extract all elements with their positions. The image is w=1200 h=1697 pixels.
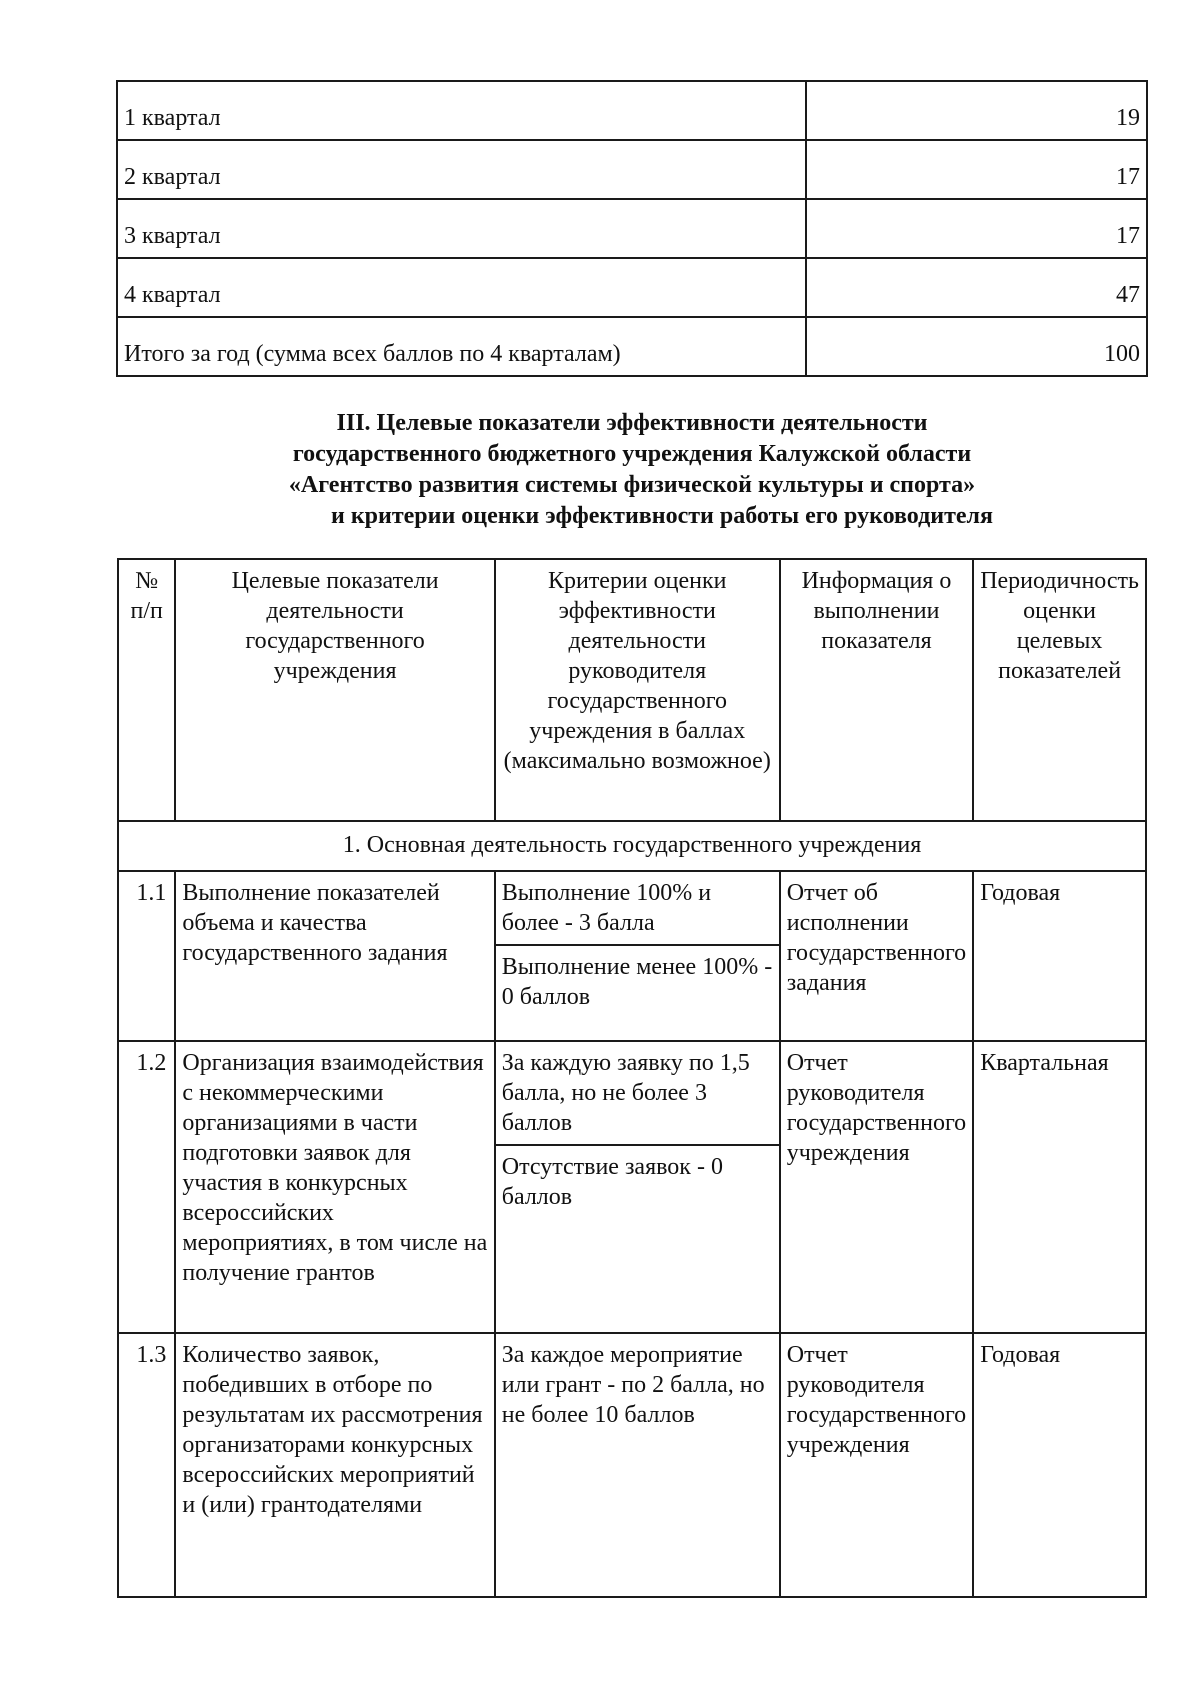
row-number: 1.2	[118, 1041, 175, 1333]
header-indicators: Целевые показатели деятельности государственного учреждения	[175, 559, 494, 821]
criteria-option: Отсутствие заявок - 0 баллов	[501, 1154, 723, 1210]
header-criteria: Критерии оценки эффективности деятельности руководителя государственного учреждения в баллах (максимально возможное)	[495, 559, 780, 821]
row-number: 1.3	[118, 1333, 175, 1597]
table-row	[117, 81, 1147, 140]
criteria-option: Выполнение 100% и более - 3 балла	[496, 872, 779, 946]
quarter-label: 3 квартал	[117, 199, 806, 258]
heading-line: «Агентство развития системы физической культуры и спорта»	[288, 472, 976, 498]
row-period: Квартальная	[973, 1041, 1146, 1333]
quarter-score: 47	[806, 258, 1147, 317]
table-row-total	[117, 317, 1147, 376]
criteria-table	[117, 558, 1147, 1598]
header-num: № п/п	[118, 559, 175, 821]
section-title: 1. Основная деятельность государственного учреждения	[118, 821, 1146, 871]
row-period: Годовая	[973, 871, 1146, 1041]
table-row	[118, 1333, 1146, 1597]
quarter-label: 4 квартал	[117, 258, 806, 317]
quarter-label: 2 квартал	[117, 140, 806, 199]
quarterly-scores-table	[116, 80, 1148, 377]
row-indicator: Организация взаимодействия с некоммерческими организациями в части подготовки заявок для участия в конкурсных всероссийских мероприятиях, в том числе на получение грантов	[175, 1041, 494, 1333]
row-info: Отчет руководителя государственного учреждения	[780, 1333, 973, 1597]
row-period: Годовая	[973, 1333, 1146, 1597]
row-criteria: За каждое мероприятие или грант - по 2 балла, но не более 10 баллов	[495, 1333, 780, 1597]
row-indicator: Количество заявок, победивших в отборе по результатам их рассмотрения организаторами конкурсных всероссийских мероприятий и (или) грантодателями	[175, 1333, 494, 1597]
table-row	[117, 140, 1147, 199]
row-indicator: Выполнение показателей объема и качества государственного задания	[175, 871, 494, 1041]
year-total-score: 100	[806, 317, 1147, 376]
heading-line: и критерии оценки эффективности работы его руководителя	[331, 503, 993, 529]
quarter-score: 17	[806, 199, 1147, 258]
row-info: Отчет руководителя государственного учреждения	[780, 1041, 973, 1333]
row-number: 1.1	[118, 871, 175, 1041]
heading-line: III. Целевые показатели эффективности деятельности	[336, 410, 928, 436]
criteria-option: За каждую заявку по 1,5 балла, но не более 3 баллов	[496, 1042, 779, 1146]
header-info: Информация о выполнении показателя	[780, 559, 973, 821]
section-row	[118, 821, 1146, 871]
row-criteria	[495, 871, 780, 1041]
section-heading	[116, 408, 1148, 532]
heading-line: государственного бюджетного учреждения Калужской области	[292, 441, 972, 467]
table-row	[118, 871, 1146, 1041]
row-info: Отчет об исполнении государственного задания	[780, 871, 973, 1041]
row-criteria	[495, 1041, 780, 1333]
year-total-label: Итого за год (сумма всех баллов по 4 кварталам)	[117, 317, 806, 376]
criteria-option: Выполнение менее 100% - 0 баллов	[501, 954, 773, 1010]
quarter-label: 1 квартал	[117, 81, 806, 140]
quarter-score: 19	[806, 81, 1147, 140]
table-header-row	[118, 559, 1146, 821]
table-row	[118, 1041, 1146, 1333]
table-row	[117, 199, 1147, 258]
table-row	[117, 258, 1147, 317]
quarter-score: 17	[806, 140, 1147, 199]
header-period: Периодичность оценки целевых показателей	[973, 559, 1146, 821]
